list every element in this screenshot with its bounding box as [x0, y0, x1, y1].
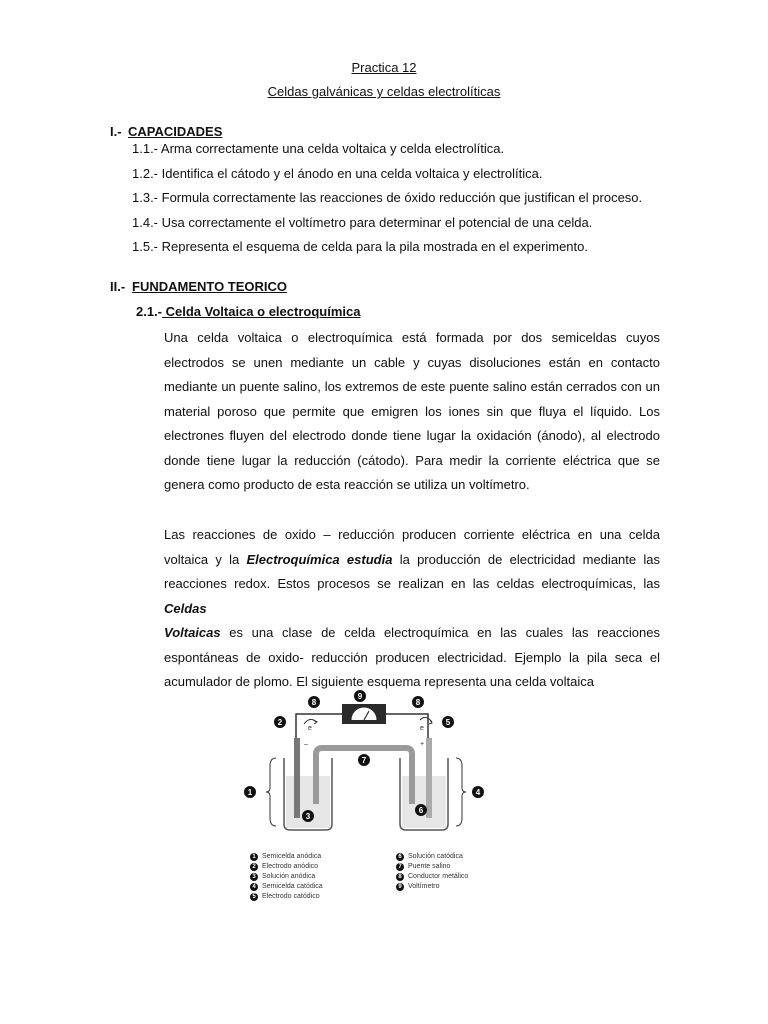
para1-line: genera como producto de esta reacción se utiliza un voltímetro.	[164, 477, 530, 492]
paragraph-1	[164, 326, 660, 498]
para1-line: Una celda voltaica o electroquímica está formada por dos semiceldas cuyos	[164, 330, 660, 345]
electron-label-left: e	[308, 725, 312, 732]
conductor-wire-left	[296, 714, 342, 740]
cathode-electrode	[426, 738, 432, 818]
section1-heading: CAPACIDADES	[128, 124, 223, 139]
legend-item: 3 Solución anódica	[250, 872, 323, 882]
svg-text:6: 6	[418, 806, 424, 815]
paragraph-2	[164, 523, 660, 695]
minus-sign: –	[304, 741, 308, 748]
legend-right	[396, 852, 468, 892]
anode-electrode	[294, 738, 300, 818]
subsection-label	[136, 304, 360, 319]
subsection-heading: Celda Voltaica o electroquímica	[162, 304, 361, 319]
para2-line: espontáneas de oxido- reducción producen electricidad. Ejemplo la pila seca el	[164, 649, 660, 665]
para1-line: donde tiene lugar la reducción (cátodo). Para medir la corriente eléctrica que se	[164, 452, 660, 468]
para2-line: acumulador de plomo. El siguiente esquema representa una celda voltaica	[164, 674, 594, 689]
capacidad-item: 1.3.- Formula correctamente las reacciones de óxido reducción que justifican el proceso.	[132, 190, 643, 205]
subsection-number: 2.1.-	[136, 304, 163, 319]
svg-text:1: 1	[247, 788, 253, 797]
para2-line: Voltaicas es una clase de celda electroquímica en las cuales las reacciones	[164, 625, 660, 640]
legend-item: 7 Puente salino	[396, 862, 468, 872]
svg-text:9: 9	[357, 692, 363, 701]
svg-text:7: 7	[361, 756, 367, 765]
legend-left	[250, 852, 323, 902]
page-subtitle: Celdas galvánicas y celdas electrolíticas	[267, 84, 501, 99]
capacidad-item: 1.4.- Usa correctamente el voltímetro para determinar el potencial de una celda.	[132, 215, 593, 230]
legend-item: 5 Electrodo catódico	[250, 892, 323, 902]
svg-text:3: 3	[305, 812, 311, 821]
para2-line: voltaica y la Electroquímica estudia la producción de electricidad mediante las	[164, 551, 660, 567]
section2-heading: FUNDAMENTO TEORICO	[132, 279, 288, 294]
para1-line: material poroso que permite que emigren los iones sin que fluya el líquido. Los	[164, 403, 660, 419]
legend-item: 2 Electrodo anódico	[250, 862, 323, 872]
legend-item: 8 Conductor metálico	[396, 872, 468, 882]
page-title: Practica 12	[351, 60, 417, 75]
para1-line: electrodos se unen mediante un cable y cuyas disoluciones están en contacto	[164, 354, 660, 370]
capacidad-item: 1.5.- Representa el esquema de celda para la pila mostrada en el experimento.	[132, 239, 588, 254]
svg-text:2: 2	[277, 718, 283, 727]
para1-line: mediante un puente salino, los extremos de este puente salino están cerrados con un	[164, 379, 660, 394]
capacidad-item: 1.2.- Identifica el cátodo y el ánodo en una celda voltaica y electrolítica.	[132, 166, 543, 181]
svg-text:4: 4	[475, 788, 481, 797]
electron-label-right: e	[420, 725, 424, 732]
electron-arrow-right	[420, 717, 432, 722]
para2-line: reacciones redox. Estos procesos se realizan en las celdas electroquímicas, las Celdas	[164, 576, 660, 616]
voltaic-cell-diagram	[236, 684, 496, 840]
legend-item: 6 Solución catódica	[396, 852, 468, 862]
section2-label: II.-	[110, 279, 126, 294]
svg-text:8: 8	[311, 698, 317, 707]
para2-line: Las reacciones de oxido – reducción producen corriente eléctrica en una celda	[164, 527, 660, 542]
plus-sign: +	[419, 741, 425, 748]
svg-text:5: 5	[445, 718, 451, 727]
capacidad-item: 1.1.- Arma correctamente una celda voltaica y celda electrolítica.	[132, 141, 505, 156]
legend-item: 9 Voltímetro	[396, 882, 468, 892]
legend-item: 4 Semicelda catódica	[250, 882, 323, 892]
section1-label: I.-	[110, 124, 122, 139]
para1-line: electrones fluyen del electrodo donde tiene lugar la oxidación (ánodo), al electrodo	[164, 428, 660, 443]
legend-item: 1 Semiceldа anódica	[250, 852, 323, 862]
svg-text:8: 8	[415, 698, 421, 707]
